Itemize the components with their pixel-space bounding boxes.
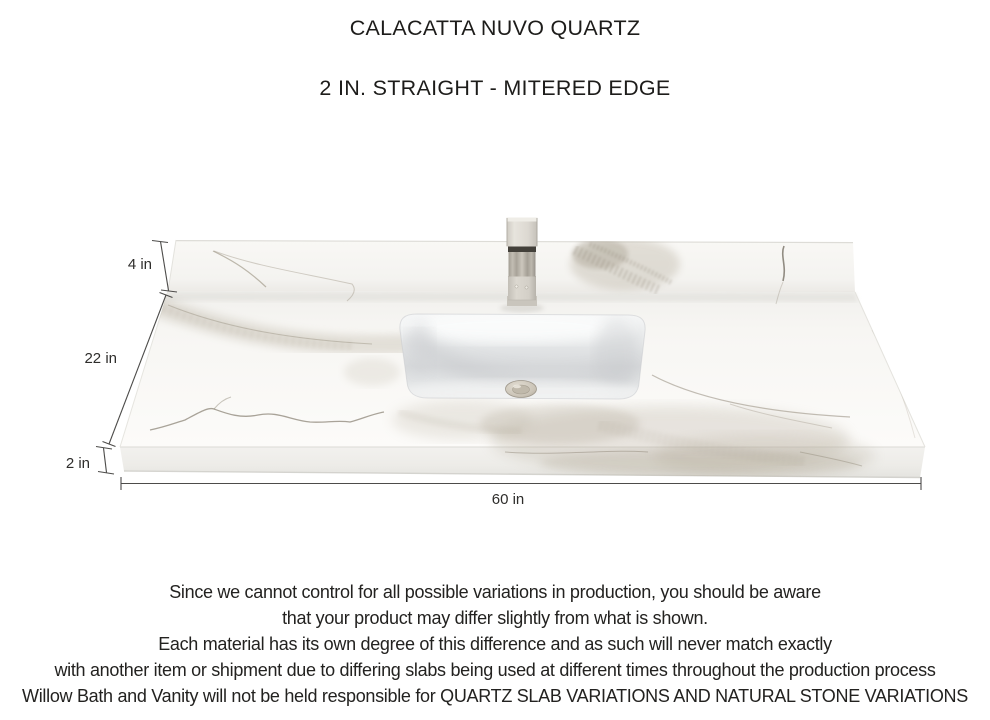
- sink-drain: [506, 381, 537, 398]
- faucet-spout-slot: [508, 247, 536, 253]
- label-backsplash-height: 4 in: [127, 256, 152, 273]
- faucet-spout-top-face: [507, 218, 538, 222]
- label-width: 60 in: [491, 491, 525, 508]
- disclaimer-line: Willow Bath and Vanity will not be held responsible for QUARTZ SLAB VARIATIONS AND NATURAL STONE VARIATIONS: [22, 686, 968, 706]
- quartz-vein: [540, 450, 860, 476]
- faucet-brushed-body: [509, 252, 536, 277]
- faucet-screw-dot: [515, 285, 518, 288]
- quartz-vein: [344, 358, 400, 386]
- label-edge-thickness: 2 in: [65, 455, 90, 472]
- disclaimer-line: that your product may differ slightly from what is shown.: [282, 608, 708, 628]
- disclaimer-line: with another item or shipment due to differing slabs being used at different times throughout the production process: [54, 660, 936, 680]
- disclaimer-line: Each material has its own degree of this difference and as such will never match exactly: [158, 634, 832, 654]
- faucet-screw-dot: [525, 286, 528, 289]
- dimension-width: [121, 477, 921, 490]
- disclaimer-line: Since we cannot control for all possible variations in production, you should be aware: [169, 582, 821, 602]
- edge-style-subtitle: 2 IN. STRAIGHT - MITERED EDGE: [319, 76, 671, 100]
- faucet-lower-body: [508, 276, 536, 300]
- sink: [397, 311, 645, 404]
- quartz-vein: [392, 400, 532, 440]
- disclaimer-text: [0, 579, 990, 709]
- label-depth: 22 in: [84, 350, 117, 367]
- dimension-edge-thickness: [96, 447, 114, 475]
- faucet-spout-head: [507, 218, 538, 247]
- product-title: CALACATTA NUVO QUARTZ: [349, 16, 641, 40]
